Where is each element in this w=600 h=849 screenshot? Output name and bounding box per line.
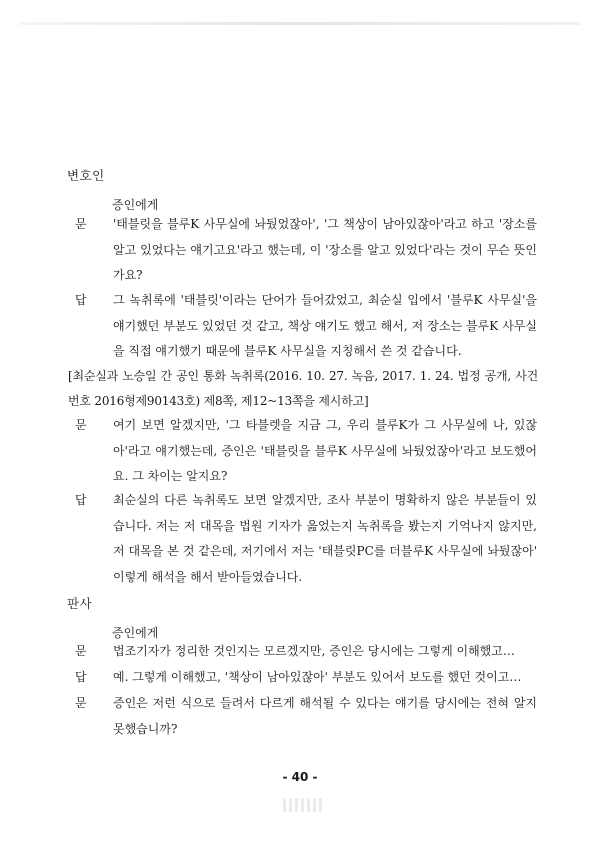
question-3 [67,639,537,665]
question-label: 문 [75,217,87,231]
answer-text: 예. 그렇게 이해했고, '책상이 남아있잖아' 부분도 있어서 보도를 했던 것이고… [113,670,522,684]
answer-2 [67,488,537,590]
answer-3 [67,665,537,691]
question-text: 법조기자가 정리한 것인지는 모르겠지만, 증인은 당시에는 그렇게 이해했고… [113,644,515,658]
question-1 [67,212,537,289]
faded-stamp [283,798,323,812]
question-label: 문 [75,696,87,710]
answer-label: 답 [75,493,87,507]
speaker-lawyer: 변호인 [67,168,105,183]
question-text: '태블릿을 블루K 사무실에 놔뒀었잖아', '그 책상이 남아있잖아'라고 하고 '장소를 알고 있었다는 얘기고요'라고 했는데, 이 '장소를 알고 있었다'라는 것이 무슨 뜻인가요? [113,217,537,282]
page-number: - 40 - [282,770,318,784]
answer-1 [67,288,537,365]
question-2 [67,413,537,490]
speaker-judge: 판사 [67,596,93,611]
answer-text: 최순실의 다른 녹취록도 보면 알겠지만, 조사 부분이 명확하지 않은 부분들이 있습니다. 저는 저 대목을 법원 기자가 읊었는지 녹취록을 봤는지 기억나지 않지만, 저 대목을 본 것 같은데, 저기에서 저는 '태블릿PC를 더블루K 사무실에 놔뒀잖아' 이렇게 해석을 해서 받아들였습니다. [113,493,537,584]
question-text: 여기 보면 알겠지만, '그 타블렛을 지금 그, 우리 블루K가 그 사무실에 나, 있잖아'라고 얘기했는데, 증인은 '태블릿을 블루K 사무실에 놔뒀었잖아'라고 보도했어요. 그 차이는 알지요? [113,418,537,483]
addressee-witness: 증인에게 [112,626,159,640]
scan-artifact [20,22,580,25]
answer-text: 그 녹취록에 '태블릿'이라는 단어가 들어갔었고, 최순실 입에서 '블루K 사무실'을 얘기했던 부분도 있었던 것 같고, 책상 얘기도 했고 해서, 저 장소는 블루K 사무실을 직접 얘기했기 때문에 블루K 사무실을 지칭해서 쓴 것 같습니다. [113,293,537,358]
question-4 [67,691,537,742]
answer-label: 답 [75,670,87,684]
question-text: 증인은 저런 식으로 들려서 다르게 해석될 수 있다는 얘기를 당시에는 전혀 알지 못했습니까? [113,696,537,736]
evidence-note: [최순실과 노승일 간 공인 통화 녹취록(2016. 10. 27. 녹음, 2017. 1. 24. 법정 공개, 사건번호 2016형제90143호) 제8쪽, 제12~13쪽을 제시하고] [68,369,538,408]
answer-label: 답 [75,293,87,307]
question-label: 문 [75,644,87,658]
question-label: 문 [75,418,87,432]
addressee-witness: 증인에게 [112,198,159,212]
